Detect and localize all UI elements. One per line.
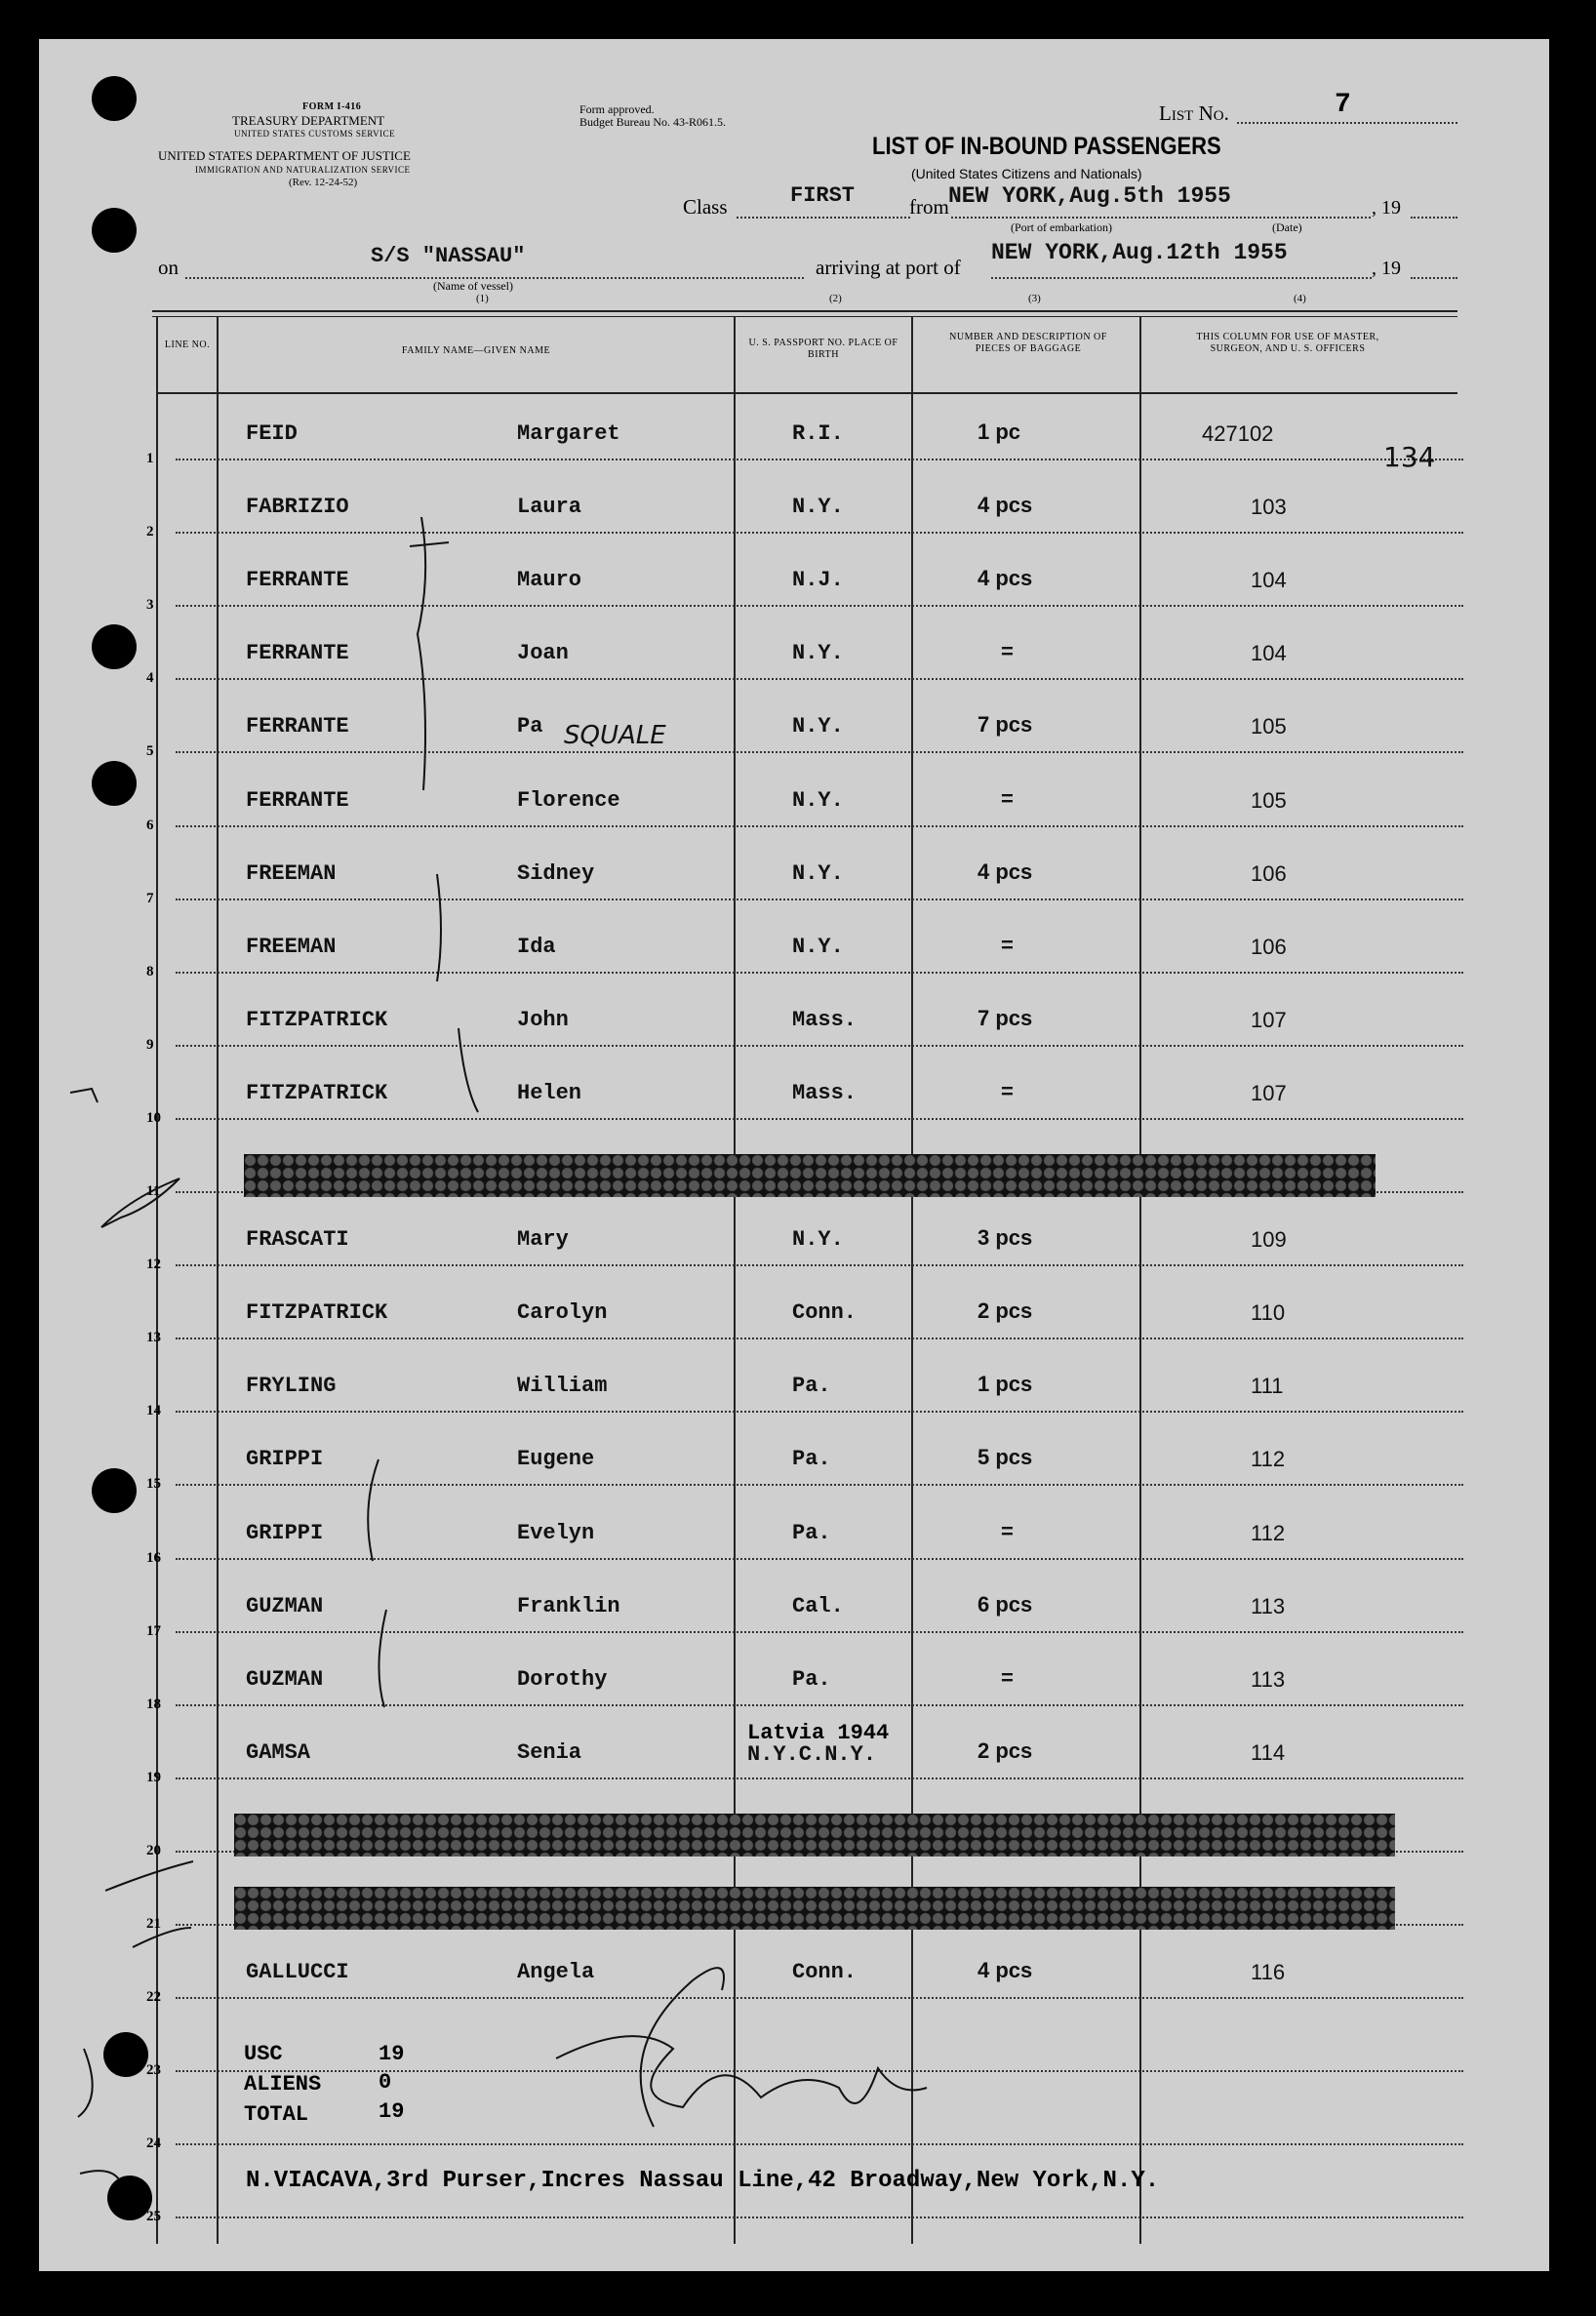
family-name: GALLUCCI bbox=[246, 1960, 349, 1985]
given-name: Sidney bbox=[517, 860, 595, 886]
customs-service: UNITED STATES CUSTOMS SERVICE bbox=[234, 129, 396, 139]
col-header-passport: U. S. PASSPORT NO. PLACE OF BIRTH bbox=[748, 338, 898, 360]
vessel-name: S/S "NASSAU" bbox=[371, 244, 526, 268]
pasquale-handwriting: SQUALE bbox=[564, 721, 666, 750]
baggage: 6 pcs bbox=[978, 1591, 1033, 1617]
given-name: Pa bbox=[517, 714, 543, 739]
table-top-border bbox=[152, 310, 1457, 312]
line-number: 5 bbox=[146, 743, 154, 760]
family-name: FITZPATRICK bbox=[246, 1007, 388, 1032]
row-rule bbox=[176, 972, 1463, 974]
birth-place: N.Y. bbox=[792, 714, 844, 739]
officer-number: 111 bbox=[1251, 1374, 1284, 1399]
birth-place: Cal. bbox=[792, 1593, 844, 1618]
struck-out-row bbox=[244, 1154, 1376, 1197]
port-embark-caption: (Port of embarkation) bbox=[1011, 220, 1112, 234]
row-rule bbox=[176, 605, 1463, 607]
ins-service: IMMIGRATION AND NATURALIZATION SERVICE bbox=[195, 165, 411, 175]
row-rule bbox=[176, 1411, 1463, 1413]
year-suffix-1: , 19 bbox=[1372, 197, 1401, 219]
line-number: 2 bbox=[146, 524, 154, 540]
from-value: NEW YORK,Aug.5th 1955 bbox=[948, 183, 1231, 209]
date-caption: (Date) bbox=[1272, 220, 1302, 234]
officer-number: 427102 bbox=[1202, 421, 1274, 446]
officer-number: 105 bbox=[1251, 787, 1287, 813]
list-no-line bbox=[1237, 122, 1457, 124]
birth-place: Conn. bbox=[792, 1960, 858, 1985]
line-number: 18 bbox=[146, 1696, 161, 1712]
col-num-3: (3) bbox=[1028, 293, 1041, 304]
line-number: 19 bbox=[146, 1769, 161, 1785]
officer-number: 103 bbox=[1251, 495, 1287, 520]
row-rule bbox=[176, 1045, 1463, 1047]
family-name: FITZPATRICK bbox=[246, 1300, 388, 1326]
line-number: 3 bbox=[146, 597, 154, 614]
birth-place: N.Y. bbox=[792, 495, 844, 520]
family-name: FERRANTE bbox=[246, 641, 349, 666]
year-line-1 bbox=[1411, 217, 1457, 219]
form-number: FORM I-416 bbox=[302, 101, 362, 112]
usc-value: 19 bbox=[379, 2042, 405, 2066]
officer-number: 112 bbox=[1251, 1520, 1286, 1545]
line-number: 9 bbox=[146, 1036, 154, 1053]
punch-hole bbox=[92, 208, 137, 253]
baggage: 3 pcs bbox=[978, 1225, 1033, 1251]
line-number: 15 bbox=[146, 1476, 161, 1493]
line-number: 24 bbox=[146, 2136, 161, 2152]
given-name: Franklin bbox=[517, 1593, 620, 1618]
officer-number: 114 bbox=[1251, 1739, 1286, 1765]
birth-place: Pa. bbox=[792, 1520, 831, 1545]
birth-place: N.Y.C.N.Y. bbox=[747, 1741, 877, 1767]
given-name: Dorothy bbox=[517, 1666, 608, 1692]
line-number: 8 bbox=[146, 963, 154, 979]
given-name: Angela bbox=[517, 1960, 595, 1985]
family-name: FITZPATRICK bbox=[246, 1080, 388, 1105]
row-rule bbox=[176, 1264, 1463, 1266]
baggage: 7 pcs bbox=[978, 1005, 1033, 1030]
officer-number: 107 bbox=[1251, 1007, 1287, 1032]
row-rule bbox=[176, 1118, 1463, 1120]
birth-place: N.Y. bbox=[792, 934, 844, 959]
aliens-value: 0 bbox=[379, 2070, 392, 2095]
form-revision: (Rev. 12-24-52) bbox=[289, 177, 358, 188]
total-label: TOTAL bbox=[244, 2102, 309, 2127]
line-number: 13 bbox=[146, 1330, 161, 1346]
col-num-1: (1) bbox=[476, 293, 489, 304]
line-number: 25 bbox=[146, 2209, 161, 2225]
officer-number: 116 bbox=[1251, 1960, 1286, 1985]
row-rule bbox=[176, 825, 1463, 827]
purser-signature-line: N.VIACAVA,3rd Purser,Incres Nassau Line,42 Broadway,New York,N.Y. bbox=[246, 2168, 1160, 2194]
punch-hole bbox=[92, 761, 137, 806]
given-name: Mary bbox=[517, 1227, 569, 1253]
vessel-caption: (Name of vessel) bbox=[433, 279, 513, 293]
treasury-dept: TREASURY DEPARTMENT bbox=[232, 113, 385, 128]
family-name: GRIPPI bbox=[246, 1447, 324, 1472]
row-rule bbox=[176, 2216, 1463, 2218]
arriving-label: arriving at port of bbox=[816, 256, 961, 279]
baggage: 4 pcs bbox=[978, 566, 1033, 591]
punch-hole bbox=[92, 76, 137, 121]
line-number: 4 bbox=[146, 670, 154, 687]
row-rule bbox=[176, 1558, 1463, 1560]
line-number: 12 bbox=[146, 1257, 161, 1273]
baggage: 2 pcs bbox=[978, 1298, 1033, 1324]
birth-place: N.Y. bbox=[792, 1227, 844, 1253]
given-name: Laura bbox=[517, 495, 582, 520]
line-number: 22 bbox=[146, 1989, 161, 2006]
given-name: Ida bbox=[517, 934, 556, 959]
line-number: 16 bbox=[146, 1549, 161, 1566]
row-rule bbox=[176, 1777, 1463, 1779]
struck-out-row bbox=[234, 1887, 1395, 1930]
baggage: = bbox=[1001, 639, 1014, 664]
family-name: FERRANTE bbox=[246, 714, 349, 739]
baggage: = bbox=[1001, 932, 1014, 957]
officer-number: 110 bbox=[1251, 1300, 1286, 1326]
arrival-value: NEW YORK,Aug.12th 1955 bbox=[991, 240, 1288, 265]
from-label: from bbox=[909, 195, 949, 219]
row-rule bbox=[176, 459, 1463, 460]
given-name: John bbox=[517, 1007, 569, 1032]
year-line-2 bbox=[1411, 277, 1457, 279]
officer-number: 113 bbox=[1251, 1593, 1286, 1618]
family-name: FRYLING bbox=[246, 1374, 337, 1399]
given-name: Senia bbox=[517, 1739, 582, 1765]
row-rule bbox=[176, 751, 1463, 753]
given-name: Evelyn bbox=[517, 1520, 595, 1545]
dept-justice: UNITED STATES DEPARTMENT OF JUSTICE bbox=[158, 148, 411, 163]
officer-number: 113 bbox=[1251, 1666, 1286, 1692]
baggage: 7 pcs bbox=[978, 712, 1033, 738]
row-rule bbox=[176, 2143, 1463, 2145]
col-num-2: (2) bbox=[829, 293, 842, 304]
header-bottom-border bbox=[156, 392, 1457, 394]
from-line bbox=[951, 217, 1371, 219]
line-number: 1 bbox=[146, 451, 154, 466]
family-name: GUZMAN bbox=[246, 1666, 324, 1692]
baggage: 5 pcs bbox=[978, 1445, 1033, 1470]
page-subtitle: (United States Citizens and Nationals) bbox=[911, 166, 1142, 181]
line-number: 23 bbox=[146, 2062, 161, 2079]
family-name: GRIPPI bbox=[246, 1520, 324, 1545]
col-header-line: LINE NO. bbox=[164, 339, 211, 350]
punch-hole bbox=[92, 624, 137, 669]
baggage: = bbox=[1001, 1078, 1014, 1103]
line-number: 6 bbox=[146, 817, 154, 833]
line-number: 21 bbox=[146, 1916, 161, 1932]
row-rule bbox=[176, 1704, 1463, 1706]
family-name: FEID bbox=[246, 421, 298, 446]
row-rule bbox=[176, 1484, 1463, 1486]
row-rule bbox=[176, 532, 1463, 534]
total-value: 19 bbox=[379, 2099, 405, 2124]
row-rule bbox=[176, 1631, 1463, 1633]
struck-out-row bbox=[234, 1814, 1395, 1857]
family-name: FRASCATI bbox=[246, 1227, 349, 1253]
baggage: 1 pcs bbox=[978, 1372, 1033, 1397]
birth-place: N.Y. bbox=[792, 641, 844, 666]
officer-number: 109 bbox=[1251, 1227, 1287, 1253]
baggage: 2 pcs bbox=[978, 1737, 1033, 1763]
col-header-name: FAMILY NAME—GIVEN NAME bbox=[401, 345, 551, 356]
line-number: 20 bbox=[146, 1842, 161, 1858]
given-name: Helen bbox=[517, 1080, 582, 1105]
baggage: = bbox=[1001, 1664, 1014, 1690]
line-number: 17 bbox=[146, 1622, 161, 1639]
row-rule bbox=[176, 1997, 1463, 1999]
officer-number: 106 bbox=[1251, 934, 1287, 959]
birth-place: Pa. bbox=[792, 1666, 831, 1692]
year-suffix-2: , 19 bbox=[1372, 258, 1401, 279]
arrival-line bbox=[991, 277, 1372, 279]
family-name: FREEMAN bbox=[246, 934, 337, 959]
col-header-officers: THIS COLUMN FOR USE OF MASTER, SURGEON, AND U. S. OFFICERS bbox=[1196, 332, 1379, 354]
birth-place: N.Y. bbox=[792, 860, 844, 886]
row-rule bbox=[176, 898, 1463, 900]
birth-place: Pa. bbox=[792, 1374, 831, 1399]
baggage: 1 pc bbox=[978, 419, 1021, 444]
given-name: William bbox=[517, 1374, 608, 1399]
row-rule bbox=[176, 1338, 1463, 1339]
birth-place: Conn. bbox=[792, 1300, 858, 1326]
punch-hole bbox=[103, 2032, 148, 2077]
family-name: GUZMAN bbox=[246, 1593, 324, 1618]
list-no-value: 7 bbox=[1335, 90, 1351, 120]
on-label: on bbox=[158, 256, 179, 279]
birth-place: Mass. bbox=[792, 1007, 858, 1032]
baggage: = bbox=[1001, 1518, 1014, 1543]
class-label: Class bbox=[683, 195, 728, 219]
line-number: 11 bbox=[146, 1183, 161, 1199]
baggage: 4 pcs bbox=[978, 493, 1033, 518]
aliens-label: ALIENS bbox=[244, 2072, 322, 2096]
usc-label: USC bbox=[244, 2042, 283, 2066]
officer-number: 112 bbox=[1251, 1447, 1286, 1472]
given-name: Carolyn bbox=[517, 1300, 608, 1326]
birth-place: N.Y. bbox=[792, 787, 844, 813]
baggage: = bbox=[1001, 785, 1014, 811]
list-no-label: List No. bbox=[1159, 101, 1229, 125]
tally-number: 134 bbox=[1383, 441, 1436, 473]
col-header-baggage: NUMBER AND DESCRIPTION OF PIECES OF BAGGAGE bbox=[949, 332, 1107, 354]
given-name: Margaret bbox=[517, 421, 620, 446]
given-name: Mauro bbox=[517, 568, 582, 593]
officer-number: 104 bbox=[1251, 568, 1287, 593]
given-name: Florence bbox=[517, 787, 620, 813]
officer-number: 106 bbox=[1251, 860, 1287, 886]
gamsa-birth-extra: Latvia 1944 bbox=[747, 1721, 890, 1745]
budget-bureau: Budget Bureau No. 43-R061.5. bbox=[579, 115, 726, 129]
birth-place: Pa. bbox=[792, 1447, 831, 1472]
page-title: LIST OF IN-BOUND PASSENGERS bbox=[872, 133, 1221, 160]
officer-number: 105 bbox=[1251, 714, 1287, 739]
family-name: FABRIZIO bbox=[246, 495, 349, 520]
family-name: FERRANTE bbox=[246, 787, 349, 813]
line-number: 7 bbox=[146, 890, 154, 906]
officer-number: 104 bbox=[1251, 641, 1287, 666]
table-top-border-2 bbox=[152, 316, 1457, 317]
family-name: FREEMAN bbox=[246, 860, 337, 886]
family-name: FERRANTE bbox=[246, 568, 349, 593]
officer-number: 107 bbox=[1251, 1080, 1287, 1105]
given-name: Joan bbox=[517, 641, 569, 666]
form-approved: Form approved. bbox=[579, 102, 655, 116]
col-num-4: (4) bbox=[1294, 293, 1306, 304]
birth-place: N.J. bbox=[792, 568, 844, 593]
birth-place: Mass. bbox=[792, 1080, 858, 1105]
class-value: FIRST bbox=[790, 183, 856, 208]
baggage: 4 pcs bbox=[978, 1958, 1033, 1983]
birth-place: R.I. bbox=[792, 421, 844, 446]
line-number: 14 bbox=[146, 1403, 161, 1419]
line-number: 10 bbox=[146, 1109, 161, 1126]
row-rule bbox=[176, 678, 1463, 680]
row-rule bbox=[176, 2070, 1463, 2072]
family-name: GAMSA bbox=[246, 1739, 311, 1765]
given-name: Eugene bbox=[517, 1447, 595, 1472]
class-line bbox=[737, 217, 910, 219]
baggage: 4 pcs bbox=[978, 859, 1033, 884]
punch-hole bbox=[92, 1468, 137, 1513]
